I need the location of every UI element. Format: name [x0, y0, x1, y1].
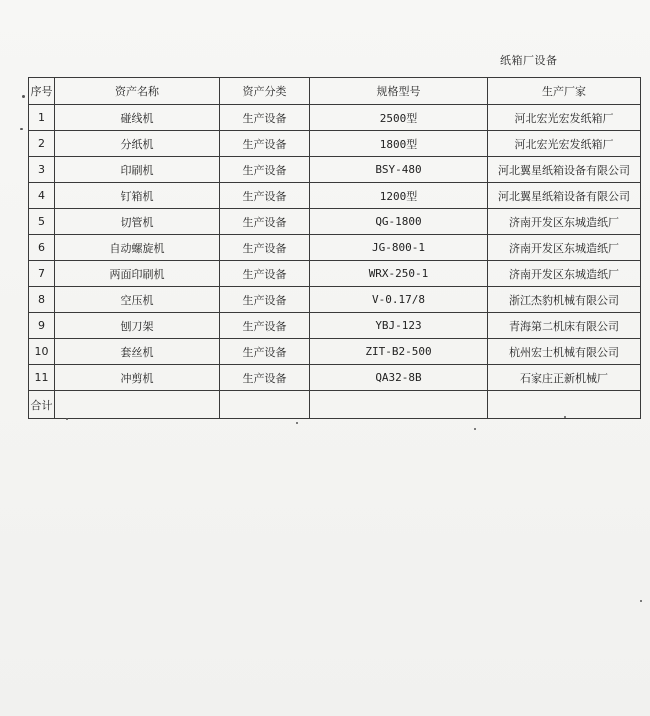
table-total-row [29, 391, 641, 419]
cell-manufacturer: 石家庄正新机械厂 [488, 365, 641, 391]
cell-category: 生产设备 [220, 261, 310, 287]
table-row [29, 313, 641, 339]
cell-name: 分纸机 [55, 131, 220, 157]
cell-name: 空压机 [55, 287, 220, 313]
cell-manufacturer: 浙江杰豹机械有限公司 [488, 287, 641, 313]
header-spec: 规格型号 [310, 78, 488, 105]
header-manufacturer: 生产厂家 [488, 78, 641, 105]
cell-category: 生产设备 [220, 339, 310, 365]
cell-name: 套丝机 [55, 339, 220, 365]
scan-speck [474, 428, 476, 430]
table-row [29, 261, 641, 287]
header-name: 资产名称 [55, 78, 220, 105]
scan-speck [66, 418, 68, 420]
cell-spec: 1800型 [310, 131, 488, 157]
cell-manufacturer: 济南开发区东城造纸厂 [488, 235, 641, 261]
cell-spec: QA32-8B [310, 365, 488, 391]
total-empty-cell [488, 391, 641, 419]
scan-speck [564, 416, 566, 418]
table-row [29, 105, 641, 131]
cell-name: 两面印刷机 [55, 261, 220, 287]
cell-manufacturer: 河北翼星纸箱设备有限公司 [488, 183, 641, 209]
cell-manufacturer: 青海第二机床有限公司 [488, 313, 641, 339]
header-category: 资产分类 [220, 78, 310, 105]
cell-manufacturer: 河北翼星纸箱设备有限公司 [488, 157, 641, 183]
total-empty-cell [220, 391, 310, 419]
table-row [29, 339, 641, 365]
cell-manufacturer: 河北宏光宏发纸箱厂 [488, 131, 641, 157]
cell-no: 4 [29, 183, 55, 209]
cell-no: 5 [29, 209, 55, 235]
scan-speck [20, 128, 23, 130]
table-header-row [29, 78, 641, 105]
cell-spec: V-0.17/8 [310, 287, 488, 313]
table-row [29, 365, 641, 391]
scan-speck [640, 600, 642, 602]
cell-no: 9 [29, 313, 55, 339]
cell-category: 生产设备 [220, 131, 310, 157]
cell-no: 11 [29, 365, 55, 391]
cell-no: 8 [29, 287, 55, 313]
cell-name: 印刷机 [55, 157, 220, 183]
table-row [29, 287, 641, 313]
cell-no: 3 [29, 157, 55, 183]
total-label: 合计 [29, 391, 55, 419]
cell-spec: YBJ-123 [310, 313, 488, 339]
cell-name: 刨刀架 [55, 313, 220, 339]
cell-spec: WRX-250-1 [310, 261, 488, 287]
cell-category: 生产设备 [220, 287, 310, 313]
total-empty-cell [55, 391, 220, 419]
cell-name: 碰线机 [55, 105, 220, 131]
cell-spec: 2500型 [310, 105, 488, 131]
cell-spec: BSY-480 [310, 157, 488, 183]
cell-category: 生产设备 [220, 313, 310, 339]
scan-speck [296, 422, 298, 424]
cell-spec: JG-800-1 [310, 235, 488, 261]
cell-name: 自动螺旋机 [55, 235, 220, 261]
cell-manufacturer: 济南开发区东城造纸厂 [488, 209, 641, 235]
cell-no: 10 [29, 339, 55, 365]
cell-category: 生产设备 [220, 157, 310, 183]
cell-category: 生产设备 [220, 365, 310, 391]
cell-manufacturer: 河北宏光宏发纸箱厂 [488, 105, 641, 131]
cell-manufacturer: 杭州宏士机械有限公司 [488, 339, 641, 365]
cell-no: 7 [29, 261, 55, 287]
cell-spec: ZIT-B2-500 [310, 339, 488, 365]
cell-name: 冲剪机 [55, 365, 220, 391]
cell-no: 2 [29, 131, 55, 157]
cell-no: 6 [29, 235, 55, 261]
cell-name: 切管机 [55, 209, 220, 235]
cell-category: 生产设备 [220, 209, 310, 235]
total-empty-cell [310, 391, 488, 419]
scan-speck [22, 95, 25, 98]
cell-category: 生产设备 [220, 105, 310, 131]
table-row [29, 183, 641, 209]
cell-spec: 1200型 [310, 183, 488, 209]
cell-manufacturer: 济南开发区东城造纸厂 [488, 261, 641, 287]
table-row [29, 131, 641, 157]
asset-table [28, 77, 641, 419]
cell-category: 生产设备 [220, 183, 310, 209]
cell-spec: QG-1800 [310, 209, 488, 235]
cell-no: 1 [29, 105, 55, 131]
table-row [29, 157, 641, 183]
table-row [29, 209, 641, 235]
cell-category: 生产设备 [220, 235, 310, 261]
document-title: 纸箱厂设备 [500, 54, 558, 67]
header-no: 序号 [29, 78, 55, 105]
cell-name: 钉箱机 [55, 183, 220, 209]
table-row [29, 235, 641, 261]
